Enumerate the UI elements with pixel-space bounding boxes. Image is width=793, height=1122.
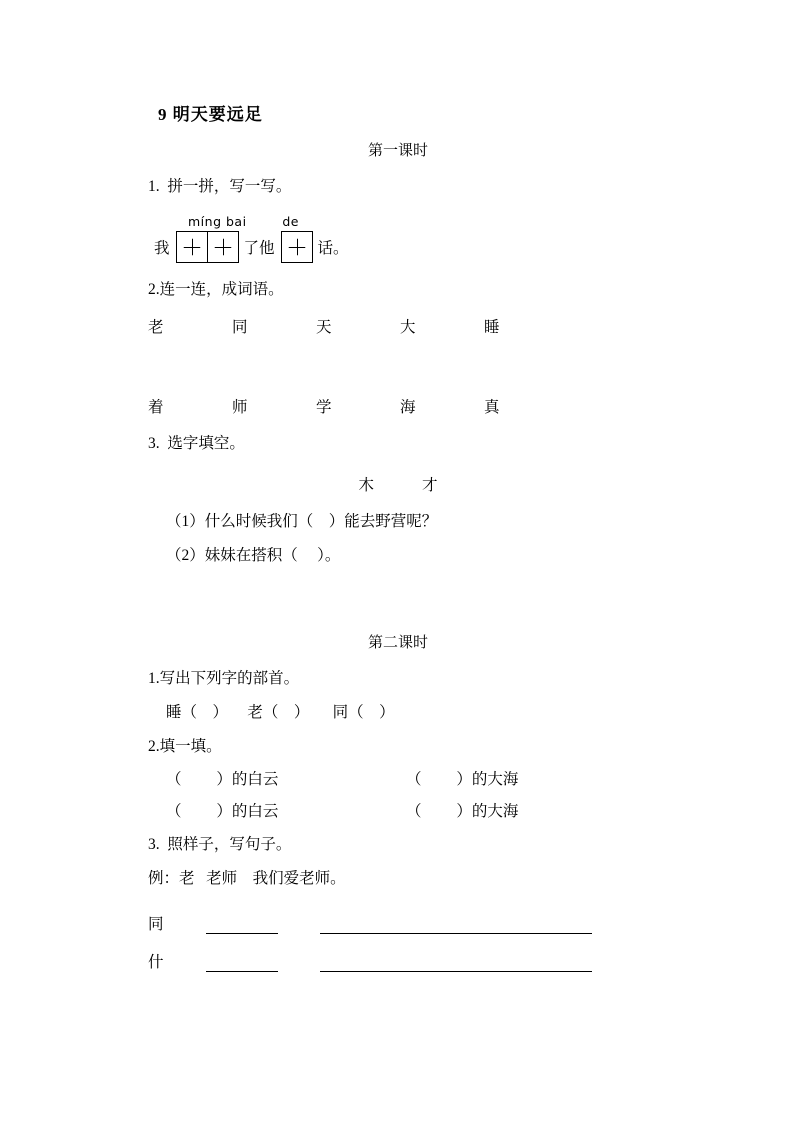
sentence-suffix: 话。 <box>317 240 349 257</box>
match-word[interactable]: 着 <box>148 399 164 416</box>
match-row-bottom <box>148 395 648 417</box>
s2-exercise-1-items: 睡（ ） 老（ ） 同（ ） <box>166 704 395 721</box>
s2-exercise-2-title: 2.填一填。 <box>148 738 222 755</box>
choice-characters <box>148 473 648 495</box>
match-word[interactable]: 海 <box>400 399 416 416</box>
short-answer-line[interactable] <box>206 957 278 972</box>
blank-row <box>166 764 648 796</box>
fill-item-2: （2）妹妹在搭积（ ）。 <box>166 547 341 564</box>
blank-cell: （ ）的大海 <box>406 771 519 788</box>
blank-cell: （ ）的白云 <box>166 803 279 820</box>
sentence-practice-row-2 <box>148 950 648 972</box>
spacer <box>148 263 648 273</box>
section-heading-2: 第二课时 <box>367 635 428 651</box>
match-word[interactable]: 老 <box>148 319 164 336</box>
s2-exercise-1-title: 1.写出下列字的部首。 <box>148 670 300 687</box>
example-sentence: 例：老 老师 我们爱老师。 <box>148 870 346 887</box>
match-word[interactable]: 师 <box>232 399 248 416</box>
exercise-1-title: 1. 拼一拼，写一写。 <box>148 178 292 195</box>
spacer <box>148 417 648 427</box>
exercise-2-title: 2.连一连，成词语。 <box>148 281 284 298</box>
match-word[interactable]: 大 <box>400 319 416 336</box>
pinyin-label: míng bai de <box>188 214 299 229</box>
choice-character[interactable]: 木 <box>358 477 375 494</box>
sentence-middle: 了他 <box>243 240 275 257</box>
s2-exercise-3-title: 3. 照样子，写句子。 <box>148 836 292 853</box>
section-heading-1: 第一课时 <box>367 143 428 159</box>
match-word[interactable]: 真 <box>484 399 500 416</box>
long-answer-line[interactable] <box>320 957 592 972</box>
page-title: 9 明天要远足 <box>158 105 263 124</box>
long-answer-line[interactable] <box>320 919 592 934</box>
blank-cell: （ ）的白云 <box>166 771 279 788</box>
spacer <box>148 573 648 625</box>
match-word[interactable]: 学 <box>316 399 332 416</box>
sentence-prefix: 我 <box>154 240 170 257</box>
choice-character[interactable]: 才 <box>421 477 438 494</box>
exercise-3-title: 3. 选字填空。 <box>148 435 245 452</box>
tianzige-group-2 <box>281 231 312 263</box>
tianzige-cell[interactable] <box>281 231 313 263</box>
fill-in-grid-row <box>148 231 648 263</box>
blank-cell: （ ）的大海 <box>406 803 519 820</box>
blank-row <box>166 796 648 828</box>
match-word[interactable]: 同 <box>232 319 248 336</box>
tianzige-group-1 <box>176 231 238 263</box>
practice-character: 同 <box>148 916 164 933</box>
match-word[interactable]: 睡 <box>484 319 500 336</box>
practice-character: 什 <box>148 954 164 971</box>
tianzige-cell[interactable] <box>176 231 208 263</box>
match-row-top <box>148 315 648 337</box>
sentence-practice-row-1 <box>148 912 648 934</box>
match-word[interactable]: 天 <box>316 319 332 336</box>
tianzige-cell[interactable] <box>207 231 239 263</box>
worksheet-content <box>148 100 648 972</box>
short-answer-line[interactable] <box>206 919 278 934</box>
fill-item-1: （1）什么时候我们（ ）能去野营呢？ <box>166 513 438 530</box>
